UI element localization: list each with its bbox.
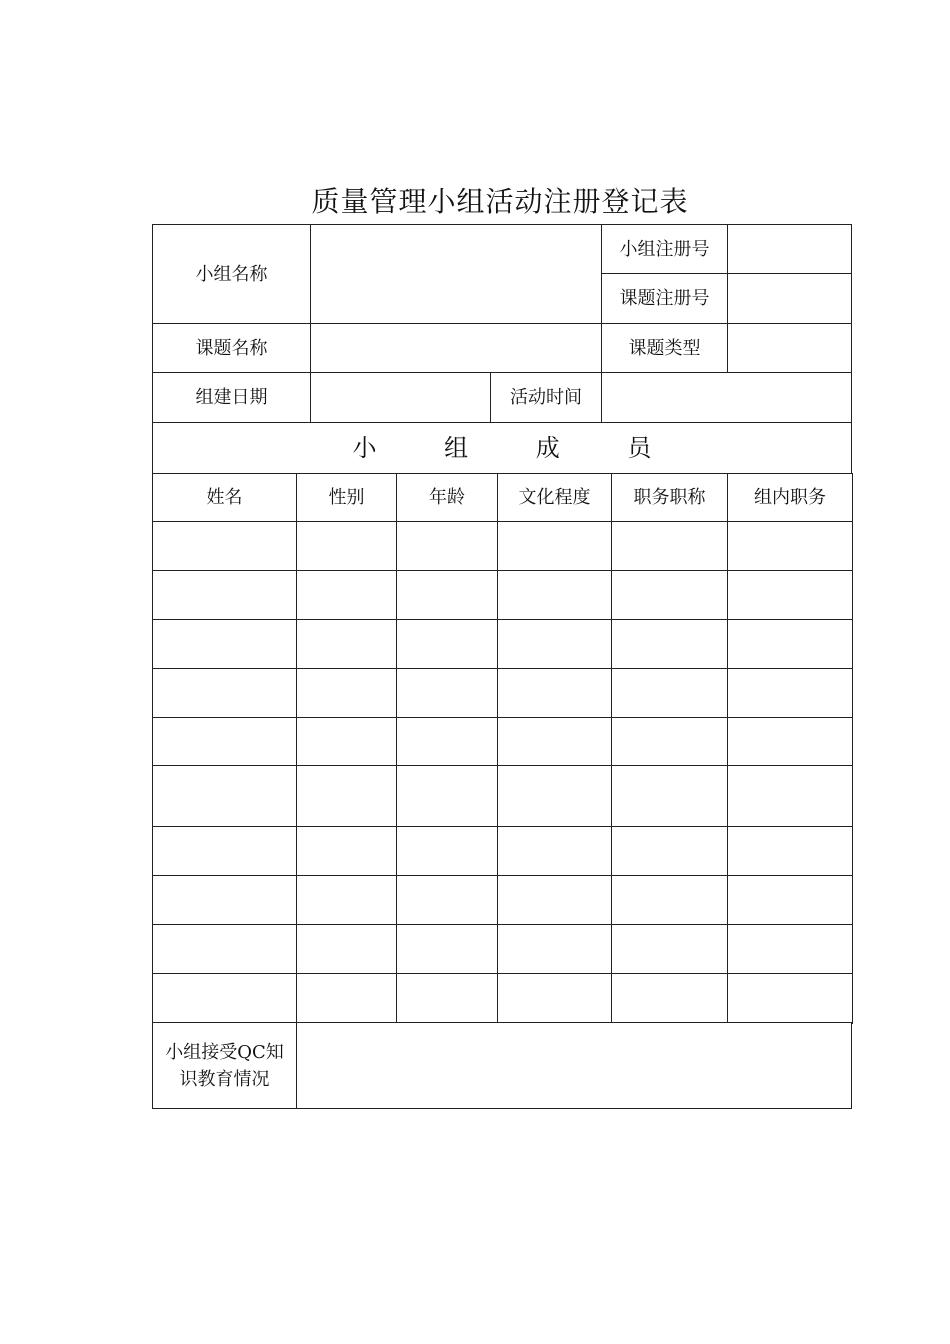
topic-name-field[interactable] <box>310 323 602 373</box>
member-cell-education[interactable] <box>497 717 612 766</box>
member-cell-age[interactable] <box>396 619 498 669</box>
member-cell-group-role[interactable] <box>727 973 853 1024</box>
topic-type-field[interactable] <box>727 323 852 373</box>
members-section-header <box>152 422 852 474</box>
member-cell-gender[interactable] <box>296 826 397 876</box>
member-col-header-age: 年龄 <box>396 473 498 522</box>
member-cell-age[interactable] <box>396 570 498 620</box>
member-cell-title[interactable] <box>611 668 728 718</box>
member-cell-group-role[interactable] <box>727 521 853 571</box>
member-cell-name[interactable] <box>152 826 297 876</box>
member-col-header-name: 姓名 <box>152 473 297 522</box>
label-topic-reg-no: 课题注册号 <box>601 273 728 324</box>
members-header-text: 小 组 成 员 <box>352 433 682 462</box>
member-cell-age[interactable] <box>396 668 498 718</box>
member-cell-age[interactable] <box>396 521 498 571</box>
qc-education-field[interactable] <box>296 1022 852 1109</box>
member-cell-age[interactable] <box>396 973 498 1024</box>
label-qc-education: 小组接受QC知识教育情况 <box>152 1022 297 1109</box>
group-reg-no-field[interactable] <box>727 224 852 274</box>
member-cell-group-role[interactable] <box>727 875 853 925</box>
member-cell-gender[interactable] <box>296 924 397 974</box>
label-topic-type: 课题类型 <box>601 323 728 373</box>
member-cell-age[interactable] <box>396 924 498 974</box>
member-cell-title[interactable] <box>611 924 728 974</box>
member-cell-age[interactable] <box>396 826 498 876</box>
member-cell-gender[interactable] <box>296 875 397 925</box>
member-cell-group-role[interactable] <box>727 924 853 974</box>
member-cell-education[interactable] <box>497 570 612 620</box>
label-group-reg-no: 小组注册号 <box>601 224 728 274</box>
member-cell-education[interactable] <box>497 619 612 669</box>
member-cell-name[interactable] <box>152 619 297 669</box>
topic-reg-no-field[interactable] <box>727 273 852 324</box>
member-col-header-education: 文化程度 <box>497 473 612 522</box>
member-cell-title[interactable] <box>611 619 728 669</box>
member-cell-group-role[interactable] <box>727 570 853 620</box>
activity-time-field[interactable] <box>601 372 852 423</box>
member-cell-group-role[interactable] <box>727 765 853 827</box>
member-cell-group-role[interactable] <box>727 826 853 876</box>
member-cell-title[interactable] <box>611 973 728 1024</box>
member-cell-education[interactable] <box>497 521 612 571</box>
member-cell-title[interactable] <box>611 717 728 766</box>
member-cell-title[interactable] <box>611 570 728 620</box>
member-cell-name[interactable] <box>152 668 297 718</box>
member-cell-gender[interactable] <box>296 765 397 827</box>
member-cell-name[interactable] <box>152 521 297 571</box>
label-activity-time: 活动时间 <box>490 372 602 423</box>
member-cell-title[interactable] <box>611 521 728 571</box>
member-cell-gender[interactable] <box>296 973 397 1024</box>
member-cell-education[interactable] <box>497 826 612 876</box>
member-cell-name[interactable] <box>152 875 297 925</box>
founded-date-field[interactable] <box>310 372 491 423</box>
member-cell-group-role[interactable] <box>727 717 853 766</box>
member-cell-education[interactable] <box>497 668 612 718</box>
member-col-header-gender: 性别 <box>296 473 397 522</box>
member-cell-group-role[interactable] <box>727 668 853 718</box>
label-topic-name: 课题名称 <box>152 323 311 373</box>
member-cell-age[interactable] <box>396 717 498 766</box>
member-cell-age[interactable] <box>396 875 498 925</box>
member-cell-group-role[interactable] <box>727 619 853 669</box>
member-cell-gender[interactable] <box>296 668 397 718</box>
form-title: 质量管理小组活动注册登记表 <box>311 185 689 218</box>
label-group-name: 小组名称 <box>152 224 311 324</box>
member-cell-name[interactable] <box>152 717 297 766</box>
member-cell-name[interactable] <box>152 924 297 974</box>
label-founded-date: 组建日期 <box>152 372 311 423</box>
member-cell-title[interactable] <box>611 875 728 925</box>
group-name-field[interactable] <box>310 224 602 324</box>
member-cell-age[interactable] <box>396 765 498 827</box>
member-cell-education[interactable] <box>497 765 612 827</box>
member-cell-title[interactable] <box>611 765 728 827</box>
member-cell-name[interactable] <box>152 765 297 827</box>
member-cell-education[interactable] <box>497 924 612 974</box>
member-cell-title[interactable] <box>611 826 728 876</box>
member-cell-education[interactable] <box>497 875 612 925</box>
member-cell-name[interactable] <box>152 570 297 620</box>
member-col-header-group-role: 组内职务 <box>727 473 853 522</box>
member-cell-education[interactable] <box>497 973 612 1024</box>
member-cell-name[interactable] <box>152 973 297 1024</box>
member-cell-gender[interactable] <box>296 521 397 571</box>
member-cell-gender[interactable] <box>296 619 397 669</box>
member-cell-gender[interactable] <box>296 570 397 620</box>
member-cell-gender[interactable] <box>296 717 397 766</box>
member-col-header-title: 职务职称 <box>611 473 728 522</box>
